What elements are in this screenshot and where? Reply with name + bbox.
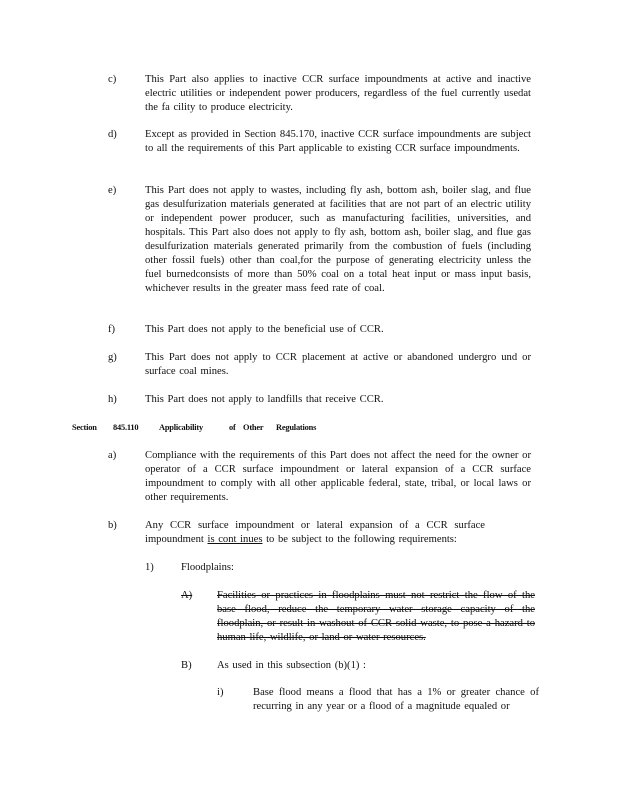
section-heading: [72, 421, 372, 435]
section-title-word-4: Regulations: [276, 423, 317, 432]
sub-label-i: i): [217, 687, 224, 698]
item-label-d: d): [108, 129, 117, 140]
item-label-h: h): [108, 394, 117, 405]
sub-text-b: [145, 519, 485, 547]
sub-text-A-struck: Facilities or practices in floodplains must not restrict the flow of the base flood, reduce the temporary water storage capacity of the floodplain, or result in washout of CCR solid waste, to pose a hazard to human life, wildlife, or land or water resources.: [217, 590, 535, 643]
sub-text-i: Base flood means a flood that has a 1% or greater chance of recurring in any year or a flood of a magnitude equaled or: [253, 687, 539, 712]
sub-label-A: A): [181, 590, 193, 601]
item-label-c: c): [108, 74, 117, 85]
sub-text-b-underlined: is cont inues: [207, 534, 263, 545]
item-text-e: This Part does not apply to wastes, including fly ash, bottom ash, boiler slag, and flue gas desulfurization materials generated at facilities that are not part of an electric utility or independent power producer, such as manufacturing facilities, universities, and hospitals. This Part also does not apply to fly ash, bottom ash, boiler slag, and flue gas desulfurization materials generated primarily from the combustion of fuels (including other fossil fuels) other than coal,for the purpose of generating electricity unless the fuel burnedconsists of more than 50% coal on a total heat input or mass input basis, whichever results in the greater mass feed rate of coal.: [145, 185, 531, 294]
item-text-h: This Part does not apply to landfills that receive CCR.: [145, 394, 384, 405]
sub-text-b-part-2: to be subject to the following requirements:: [262, 534, 457, 545]
item-text-f: This Part does not apply to the beneficial use of CCR.: [145, 324, 384, 335]
item-label-g: g): [108, 352, 117, 363]
section-title-word-3: Other: [243, 423, 264, 432]
section-word: Section: [72, 423, 97, 432]
item-text-d: Except as provided in Section 845.170, inactive CCR surface impoundments are subject to all the requirements of this Part applicable to existing CCR surface impoundments.: [145, 129, 531, 154]
item-text-c: This Part also applies to inactive CCR surface impoundments at active and inactive electric utilities or independent power producers, regardless of the fuel currently usedat the fa cility to produce electricity.: [145, 74, 531, 113]
section-title-word-1: Applicability: [159, 423, 203, 432]
sub-text-1: Floodplains:: [181, 562, 234, 573]
item-label-e: e): [108, 185, 117, 196]
sub-text-B: As used in this subsection (b)(1) :: [217, 660, 367, 671]
sub-text-b-part-1: Any CCR surface impoundment or lateral expansion of a CCR surface impoundment: [145, 520, 485, 545]
item-text-g: This Part does not apply to CCR placement at active or abandoned undergro und or surface coal mines.: [145, 352, 531, 377]
item-label-f: f): [108, 324, 116, 335]
section-number: 845.110: [113, 423, 139, 432]
sub-label-B: B): [181, 660, 192, 671]
sub-label-a: a): [108, 450, 117, 461]
sub-text-a: Compliance with the requirements of this Part does not affect the need for the owner or operator of a CCR surface impoundment or lateral expansion of a CCR surface impoundment to comply with all other applicable federal, state, tribal, or local laws or other requirements.: [145, 450, 531, 503]
section-title-word-2: of: [229, 423, 236, 432]
sub-label-1: 1): [145, 562, 154, 573]
sub-label-b: b): [108, 520, 117, 531]
